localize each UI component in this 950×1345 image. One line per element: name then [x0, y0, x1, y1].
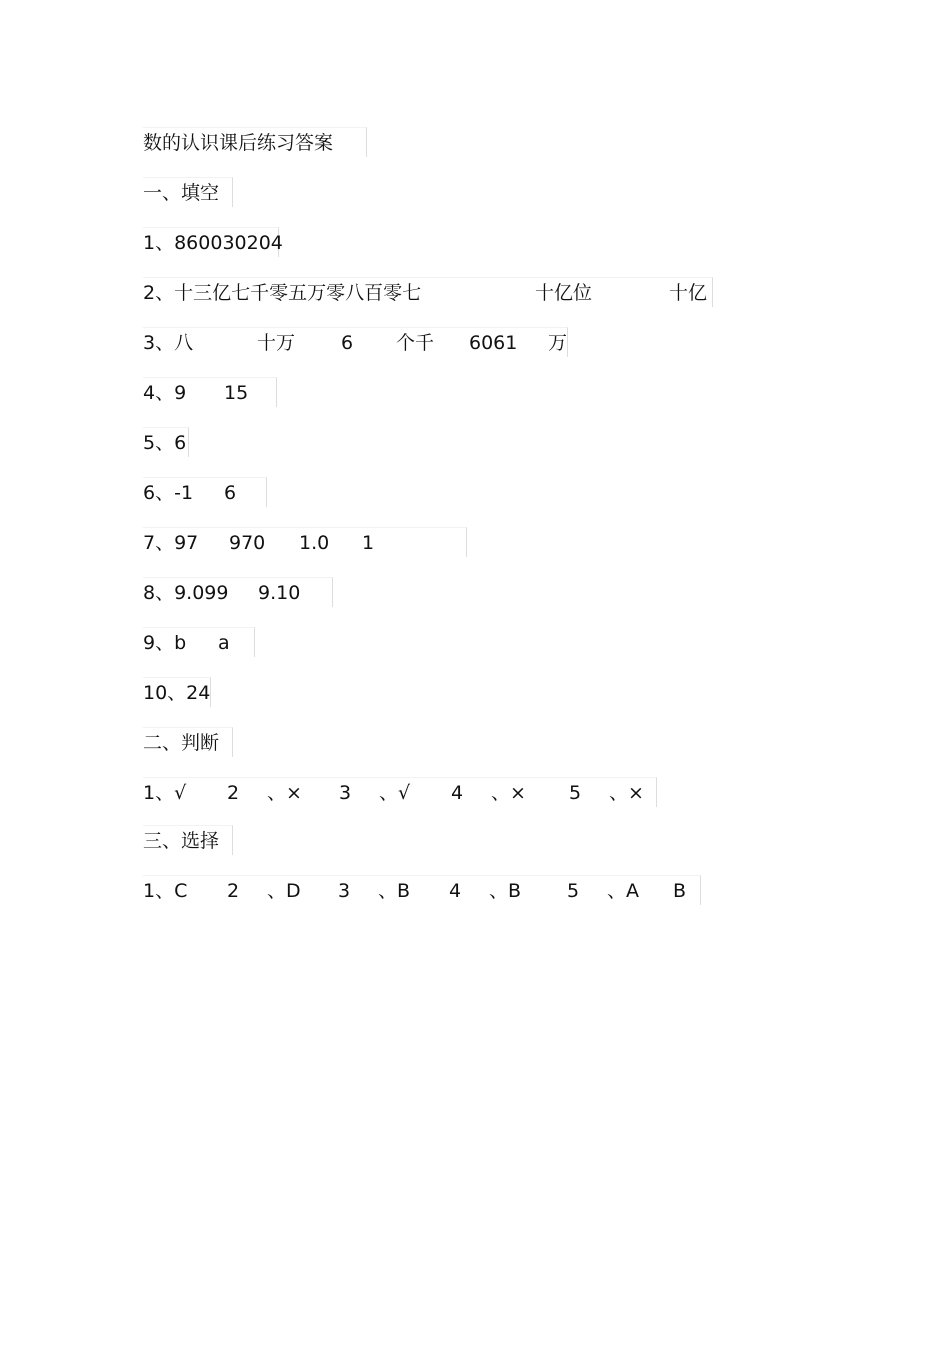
answer-line: 1、C 2 、D 3 、B 4 、B 5 、A B [143, 875, 701, 905]
section-heading-fill-blank: 一、填空 [143, 177, 233, 207]
answer-line: 4、9 15 [143, 377, 277, 407]
answer-line: 2、十三亿七千零五万零八百零七 十亿位 十亿 [143, 277, 713, 307]
title-text: 数的认识课后练习答案 [143, 132, 334, 154]
section-heading-multiple-choice: 三、选择 [143, 825, 233, 855]
answer-line: 10、24 [143, 677, 211, 707]
section-heading-true-false: 二、判断 [143, 727, 233, 757]
answer-line: 5、6 [143, 427, 189, 457]
document-title [143, 127, 367, 157]
answer-line: 9、b a [143, 627, 255, 657]
answer-line: 3、八 十万 6 个千 6061 万 [143, 327, 568, 357]
answer-line: 8、9.099 9.10 [143, 577, 333, 607]
answer-line: 6、-1 6 [143, 477, 267, 507]
answer-line: 1、√ 2 、× 3 、√ 4 、× 5 、× [143, 777, 657, 807]
answer-line: 1、860030204 [143, 227, 279, 257]
answer-line: 7、97 970 1.0 1 [143, 527, 467, 557]
